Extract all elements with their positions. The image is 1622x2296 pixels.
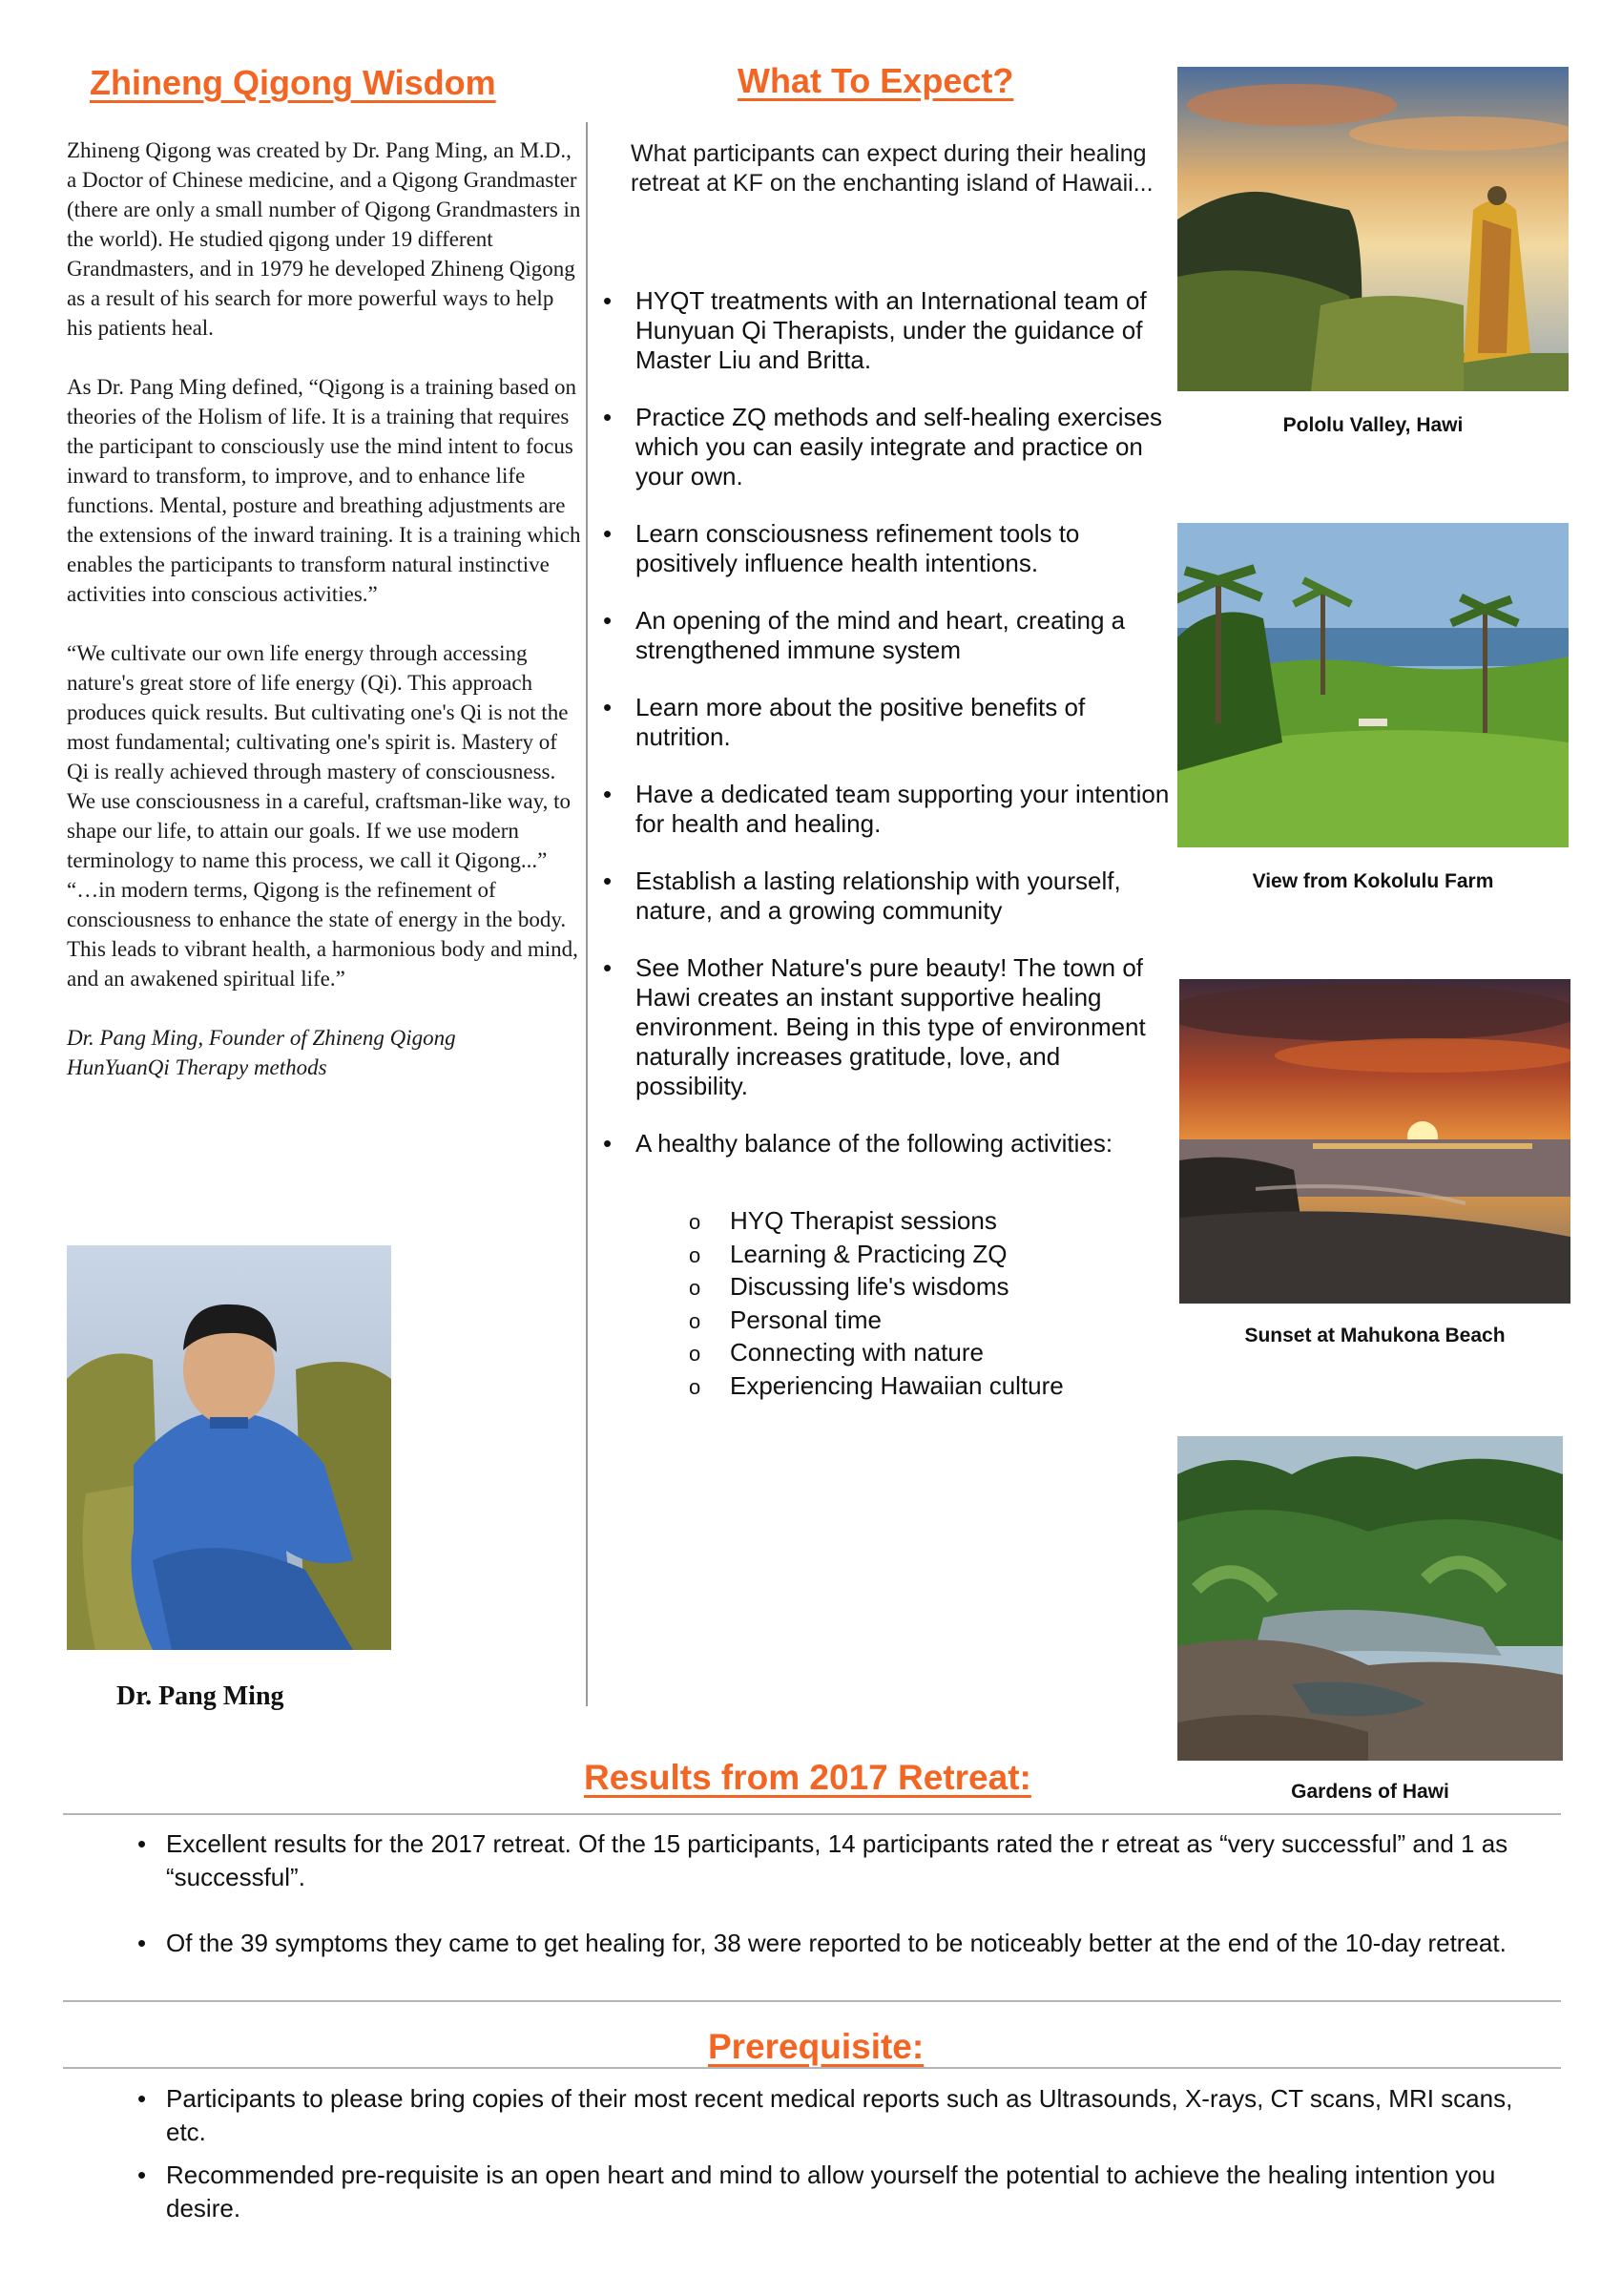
column-divider [586, 122, 588, 1706]
list-item-text: Personal time [730, 1305, 882, 1334]
section-title-expect: What To Expect? [738, 61, 1014, 100]
list-item [137, 2082, 1540, 2149]
list-item-text: Learn more about the positive benefits of nutrition. [635, 693, 1086, 751]
list-item-text: HYQT treatments with an International team of Hunyuan Qi Therapists, under the guidance of Master Liu and Britta. [635, 286, 1147, 374]
bullet-icon: • [603, 866, 613, 895]
bullet-icon: • [603, 519, 613, 548]
list-item [601, 606, 1179, 665]
list-item-text: Discussing life's wisdoms [730, 1272, 1009, 1301]
list-item-text: Of the 39 symptoms they came to get healing for, 38 were reported to be noticeably better at the end of the 10-day retreat. [166, 1929, 1507, 1957]
divider [63, 2067, 1561, 2069]
list-item [687, 1238, 1064, 1271]
wisdom-paragraph: Zhineng Qigong was created by Dr. Pang Ming, an M.D., a Doctor of Chinese medicine, and a Qigong Grandmaster (there are only a small number of Qigong Grandmasters in the world). He studied qigong under 19 different Grandmasters, and in 1979 he developed Zhineng Qigong as a result of his search for more powerful ways to help his patients heal. [67, 138, 581, 340]
section-title-results: Results from 2017 Retreat: [584, 1758, 1031, 1797]
photo-caption: Sunset at Mahukona Beach [1244, 1325, 1506, 1346]
bullet-icon: • [603, 780, 613, 808]
results-list [137, 1827, 1540, 1993]
bullet-icon: • [137, 1829, 147, 1858]
photo-caption: Pololu Valley, Hawi [1282, 414, 1464, 436]
list-item [601, 693, 1179, 752]
bullet-icon: • [137, 2084, 147, 2113]
list-item [601, 780, 1179, 839]
list-item-text: A healthy balance of the following activities: [635, 1129, 1113, 1158]
divider [63, 2000, 1561, 2002]
list-item [601, 286, 1179, 375]
circle-bullet-icon: o [689, 1242, 701, 1267]
list-item-text: Have a dedicated team supporting your intention for health and healing. [635, 780, 1170, 838]
list-item-text: Learning & Practicing ZQ [730, 1239, 1008, 1268]
portrait-photo [67, 1245, 391, 1650]
section-title-prerequisite: Prerequisite: [708, 2027, 925, 2066]
list-item [601, 1129, 1179, 1158]
list-item [137, 1827, 1540, 1894]
bullet-icon: • [137, 1929, 147, 1957]
list-item [601, 866, 1179, 926]
mahukona-sunset-photo [1179, 979, 1570, 1304]
bullet-icon: • [603, 953, 613, 982]
list-item-text: HYQ Therapist sessions [730, 1206, 997, 1235]
wisdom-paragraph: As Dr. Pang Ming defined, “Qigong is a training based on theories of the Holism of life. It is a training that requires the participant to consciously use the mind intent to focus inward to transform, to improve, and to enhance life functions. Mental, posture and breathing adjustments are the extensions of the inward training. It is a training which enables the participants to transform natural instinctive activities into conscious activities.” [67, 375, 581, 606]
bullet-icon: • [137, 2160, 147, 2189]
list-item-text: See Mother Nature's pure beauty! The town of Hawi creates an instant supportive healing environment. Being in this type of environment naturally increases gratitude, love, and possibility. [635, 953, 1146, 1100]
prerequisite-list [137, 2082, 1540, 2235]
signature [67, 1023, 582, 1082]
list-item-text: Connecting with nature [730, 1338, 984, 1367]
bullet-icon: • [603, 286, 613, 315]
list-item [137, 2159, 1540, 2225]
section-title-wisdom: Zhineng Qigong Wisdom [90, 63, 496, 102]
pololu-valley-photo [1177, 67, 1569, 391]
bullet-icon: • [603, 606, 613, 635]
photo-caption: View from Kokolulu Farm [1252, 870, 1494, 892]
list-item-text: Practice ZQ methods and self-healing exercises which you can easily integrate and practice on your own. [635, 403, 1163, 491]
activities-list [687, 1204, 1064, 1402]
wisdom-paragraph: “We cultivate our own life energy through accessing nature's great store of life energy (Qi). This approach produces quick results. But cultivating one's Qi is not the most fundamental; cultivating one's spirit is. Mastery of Qi is really achieved through mastery of consciousness. We use consciousness in a careful, craftsman-like way, to shape our life, to attain our goals. If we use modern terminology to name this process, we call it Qigong...” “…in modern terms, Qigong is the refinement of consciousness to enhance the state of energy in the body. This leads to vibrant health, a harmonious body and mind, and an awakened spiritual life.” [67, 641, 578, 991]
list-item [601, 953, 1179, 1101]
gardens-of-hawi-photo [1177, 1436, 1563, 1761]
portrait-caption: Dr. Pang Ming [116, 1681, 284, 1711]
divider [63, 1813, 1561, 1815]
list-item [601, 519, 1179, 578]
circle-bullet-icon: o [689, 1374, 701, 1399]
list-item [601, 403, 1179, 491]
bullet-icon: • [603, 1129, 613, 1158]
expect-list [601, 286, 1179, 1186]
photo-caption: Gardens of Hawi [1291, 1781, 1449, 1803]
kokolulu-farm-photo [1177, 523, 1569, 847]
list-item-text: Recommended pre-requisite is an open heart and mind to allow yourself the potential to achieve the healing intention you desire. [166, 2160, 1496, 2223]
list-item [687, 1204, 1064, 1238]
circle-bullet-icon: o [689, 1210, 701, 1234]
list-item-text: An opening of the mind and heart, creating a strengthened immune system [635, 606, 1126, 664]
circle-bullet-icon: o [689, 1342, 701, 1366]
circle-bullet-icon: o [689, 1308, 701, 1333]
list-item [687, 1336, 1064, 1369]
bullet-icon: • [603, 403, 613, 431]
list-item [687, 1369, 1064, 1403]
list-item [137, 1927, 1540, 1960]
list-item-text: Participants to please bring copies of their most recent medical reports such as Ultrasounds, X-rays, CT scans, MRI scans, etc. [166, 2084, 1513, 2146]
wisdom-text [67, 136, 582, 1082]
expect-intro: What participants can expect during their healing retreat at KF on the enchanting island of Hawaii... [631, 140, 1154, 197]
list-item-text: Learn consciousness refinement tools to positively influence health intentions. [635, 519, 1080, 577]
list-item [687, 1304, 1064, 1337]
list-item [687, 1270, 1064, 1304]
bullet-icon: • [603, 693, 613, 721]
list-item-text: Excellent results for the 2017 retreat. Of the 15 participants, 14 participants rated the r etreat as “very successful” and 1 as “successful”. [166, 1829, 1508, 1891]
signature-line: Dr. Pang Ming, Founder of Zhineng Qigong [67, 1026, 456, 1050]
list-item-text: Establish a lasting relationship with yourself, nature, and a growing community [635, 866, 1121, 925]
signature-line: HunYuanQi Therapy methods [67, 1055, 327, 1079]
list-item-text: Experiencing Hawaiian culture [730, 1370, 1064, 1400]
circle-bullet-icon: o [689, 1276, 701, 1300]
